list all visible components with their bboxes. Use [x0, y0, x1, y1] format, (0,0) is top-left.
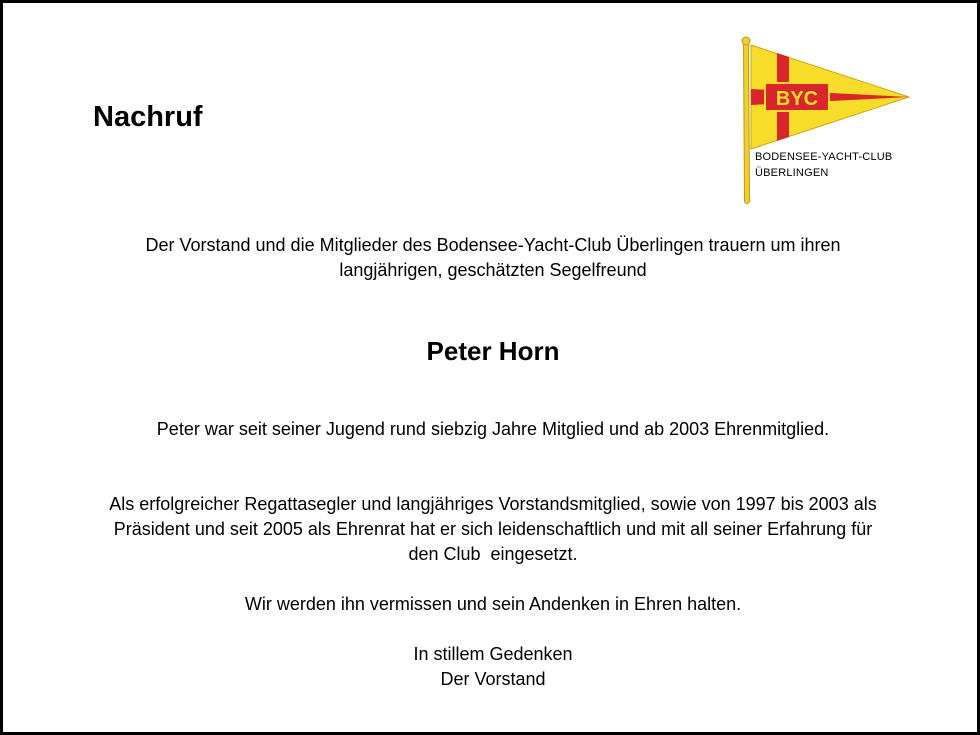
remembrance-paragraph: Wir werden ihn vermissen und sein Andenken in Ehren halten.	[244, 594, 742, 614]
logo-club-name-line1: BODENSEE-YACHT-CLUB	[755, 151, 893, 163]
logo-club-name	[755, 149, 892, 181]
closing-line-1: In stillem Gedenken	[413, 644, 573, 664]
merits-line-2: Präsident und seit 2005 als Ehrenrat hat er sich leidenschaftlich und mit all seiner Erfahrung für	[113, 519, 873, 539]
logo-club-name-line2: ÜBERLINGEN	[755, 167, 829, 179]
logo-letters: BYC	[775, 88, 819, 110]
merits-paragraph	[43, 492, 943, 567]
closing-line-2: Der Vorstand	[440, 669, 546, 689]
merits-line-1: Als erfolgreicher Regattasegler und langjähriges Vorstandsmitglied, sowie von 1997 bis 2003 als	[109, 494, 877, 514]
closing-signature	[43, 642, 943, 692]
membership-paragraph: Peter war seit seiner Jugend rund siebzig Jahre Mitglied und ab 2003 Ehrenmitglied.	[156, 419, 830, 439]
deceased-name: Peter Horn	[426, 336, 560, 366]
intro-line-1: Der Vorstand und die Mitglieder des Bodensee-Yacht-Club Überlingen trauern um ihren	[145, 235, 841, 255]
page-title: Nachruf	[93, 101, 203, 133]
intro-line-2: langjährigen, geschätzten Segelfreund	[339, 260, 647, 280]
merits-line-3: den Club eingesetzt.	[408, 544, 578, 564]
intro-paragraph	[43, 233, 943, 283]
